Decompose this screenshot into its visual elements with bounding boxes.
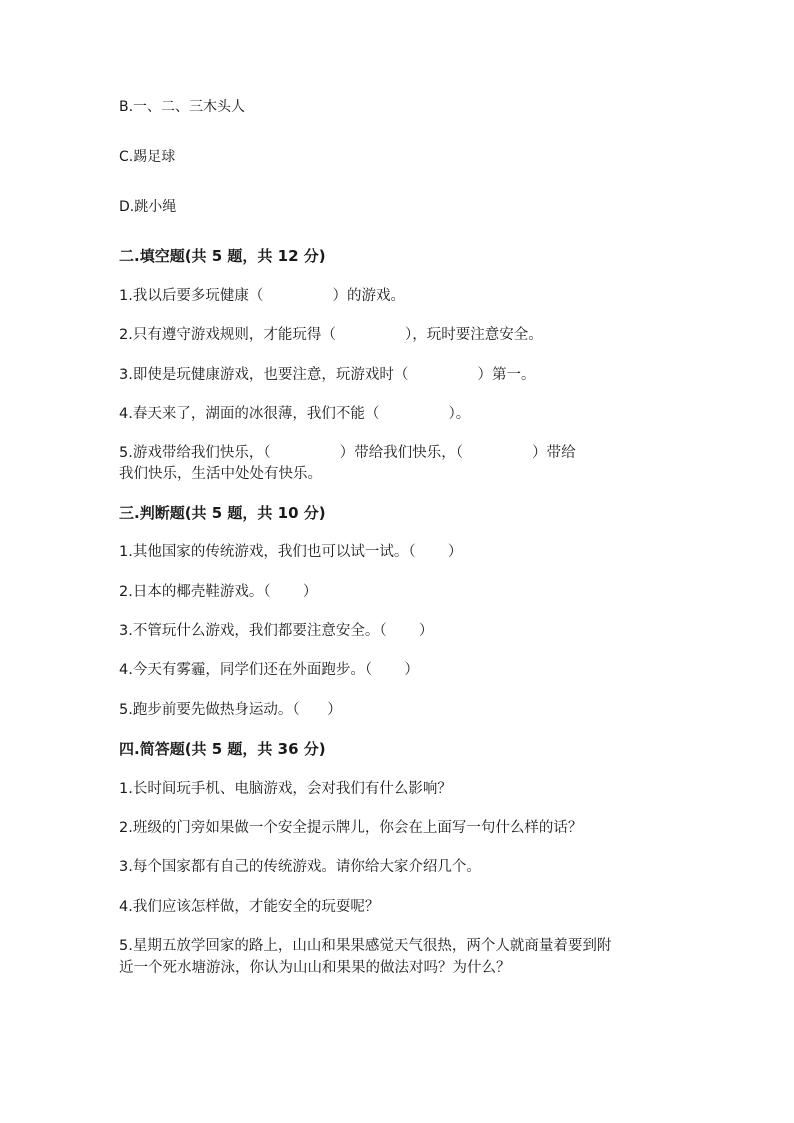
short-answer-question-4: 4.我们应该怎样做，才能安全的玩耍呢？ xyxy=(119,899,380,915)
section-heading-short-answer: 四.简答题(共 5 题，共 36 分) xyxy=(119,740,326,758)
short-answer-question-5: 5.星期五放学回家的路上，山山和果果感觉天气很热，两个人就商量着要到附 xyxy=(119,938,612,954)
true-false-question-1: 1.其他国家的传统游戏，我们也可以试一试。（ ） xyxy=(119,544,463,560)
option-d: D.跳小绳 xyxy=(119,199,177,215)
option-b: B.一、二、三木头人 xyxy=(119,99,246,115)
fill-in-question-3: 3.即使是玩健康游戏，也要注意，玩游戏时（ ）第一。 xyxy=(119,367,536,383)
true-false-question-4: 4.今天有雾霾，同学们还在外面跑步。（ ） xyxy=(119,662,419,678)
fill-in-question-2: 2.只有遵守游戏规则，才能玩得（ ），玩时要注意安全。 xyxy=(119,327,543,343)
true-false-question-5: 5.跑步前要先做热身运动。（ ） xyxy=(119,702,342,718)
short-answer-question-3: 3.每个国家都有自己的传统游戏。请你给大家介绍几个。 xyxy=(119,859,481,875)
fill-in-question-1: 1.我以后要多玩健康（ ）的游戏。 xyxy=(119,288,405,304)
section-heading-true-false: 三.判断题(共 5 题，共 10 分) xyxy=(119,504,326,522)
short-answer-question-1: 1.长时间玩手机、电脑游戏，会对我们有什么影响？ xyxy=(119,781,452,797)
true-false-question-2: 2.日本的椰壳鞋游戏。（ ） xyxy=(119,584,318,600)
section-heading-fill-in: 二.填空题(共 5 题，共 12 分) xyxy=(119,247,326,265)
fill-in-question-5-continued: 我们快乐，生活中处处有快乐。 xyxy=(119,466,322,482)
short-answer-question-2: 2.班级的门旁如果做一个安全提示牌儿，你会在上面写一句什么样的话？ xyxy=(119,820,583,836)
option-c: C.踢足球 xyxy=(119,149,176,165)
fill-in-question-5: 5.游戏带给我们快乐，（ ）带给我们快乐，（ ）带给 xyxy=(119,445,576,461)
short-answer-question-5-continued: 近一个死水塘游泳，你认为山山和果果的做法对吗？为什么？ xyxy=(119,960,511,976)
true-false-question-3: 3.不管玩什么游戏，我们都要注意安全。（ ） xyxy=(119,623,434,639)
fill-in-question-4: 4.春天来了，湖面的冰很薄，我们不能（ ）。 xyxy=(119,406,471,422)
